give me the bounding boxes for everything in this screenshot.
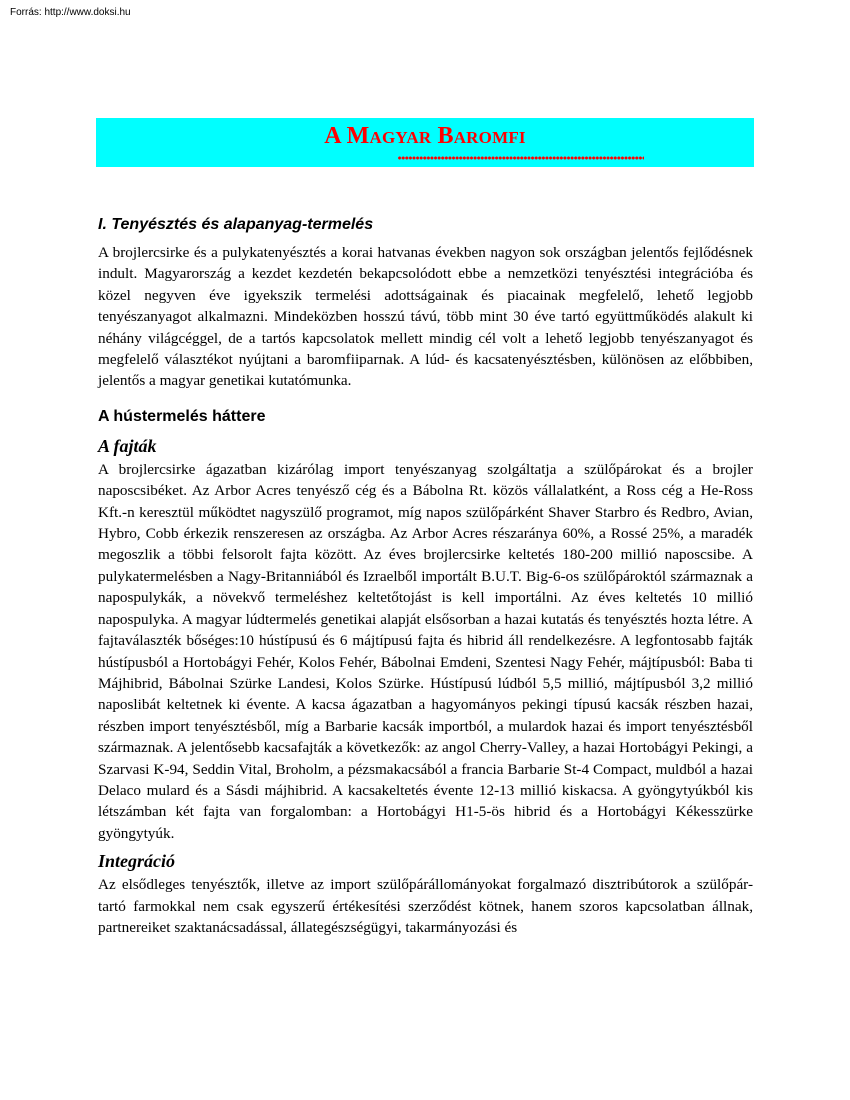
page-title: A Magyar Baromfi — [324, 123, 526, 149]
source-label: Forrás: http://www.doksi.hu — [10, 7, 131, 18]
subheading-integracio: Integráció — [98, 851, 176, 872]
paragraph-fajtak: A brojlercsirke ágazatban kizárólag import tenyészanyag szolgáltatja a szülőpárokat és a brojler naposcsibéket. Az Arbor Acres tenyésző cég és a Bábolna Rt. közös vállalatként, a Ross cég a He-Ross Kft.-n keresztül működtet nagyszülő programot, míg napos szülőpárként Shaver Starbro és Redbro, Avian, Hybro, Cobb érkezik renszeresen az országba. Az Arbor Acres részaránya 60%, a Rossé 25%, a maradék megoszlik a többi felsorolt fajta között. Az éves brojlercsirke keltetés 180-200 millió naposcsibe. A pulykatermelésben a Nagy-Britanniából és Izraelből importált B.U.T. Big-6-os szülőpároktól származnak a napospulykák, a növekvő termeléshez keltetőtojást is kell importálni. Az éves keltetés 10 millió napospulyka. A magyar lúdtermelés genetikai alapját elsősorban a hazai kutatás és tenyésztés hozta létre. A fajtaválaszték bőséges:10 hústípusú és 6 májtípusú fajta és hibrid áll rendelkezésre. A legfontosabb fajták hústípusból a Hortobágyi Fehér, Kolos Fehér, Bábolnai Emdeni, Szentesi Nagy Fehér, májtípusból: Baba ti Májhibrid, Bábolnai Szürke Landesi, Kolos Szürke. Hústípusú lúdból 5,5 millió, májtípusból 3,2 millió naposlibát keltetnek ki évente. A kacsa ágazatban a hagyományos pekingi típusú kacsák részben hazai, részben import tenyésztésből, míg a Barbarie kacsák importból, a mulardok hazai és import tenyésztésből származnak. A jelentősebb kacsafajták a következők: az angol Cherry-Valley, a hazai Hortobágyi Pekingi, a Szarvasi K-94, Seddin Vital, Broholm, a pézsmakacsából a francia Barbarie St-4 Compact, muldból a hazai Delaco mulard és a Sásdi májhibrid. A kacsakeltetés évente 12-13 millió kiskacsa. A gyöngytyúkból kis létszámban két fajta van forgalomban: a Hortobágyi H1-5-ös hibrid és a Hortobágyi Kékesszürke gyöngytyúk. — [98, 460, 753, 842]
section-heading-tenyesztes: I. Tenyésztés és alapanyag-termelés — [98, 216, 374, 233]
paragraph-integracio: Az elsődleges tenyésztők, illetve az import szülőpárállományokat forgalmazó disztribútorok a szülőpár-tartó farmokkal nem csak egyszerű értékesítési szerződést kötnek, hanem szoros kapcsolatban állnak, partnereiket szaktanácsadással, állategészségügyi, takarmányozási és — [98, 876, 753, 936]
section-heading-hustermeles: A hústermelés háttere — [98, 407, 266, 425]
title-banner — [96, 118, 754, 167]
title-dotted-underline — [398, 156, 644, 160]
subheading-fajtak: A fajták — [98, 435, 157, 456]
paragraph-tenyesztes: A brojlercsirke és a pulykatenyésztés a korai hatvanas években nagyon sok országban jelentős fejlődésnek indult. Magyarország a kezdet kezdetén bekapcsolódott ebbe a nemzetközi tenyésztési integrációba és közel negyven éve igyekszik termelési adottságainak és piacainak megfelelő, lehető legjobb tenyészanyagot alkalmazni. Mindeközben hosszú távú, több mint 30 éve tartó együttműködés alakult ki néhány világcéggel, de a tartós kapcsolatok mellett mindig cél volt a lehető legjobb tenyészanyagot és megfelelő választékot nyújtani a baromfiiparnak. A lúd- és kacsatenyésztésben, különösen az előbbiben, jelentős a magyar genetikai kutatómunka. — [98, 244, 753, 390]
document-body — [98, 212, 753, 938]
